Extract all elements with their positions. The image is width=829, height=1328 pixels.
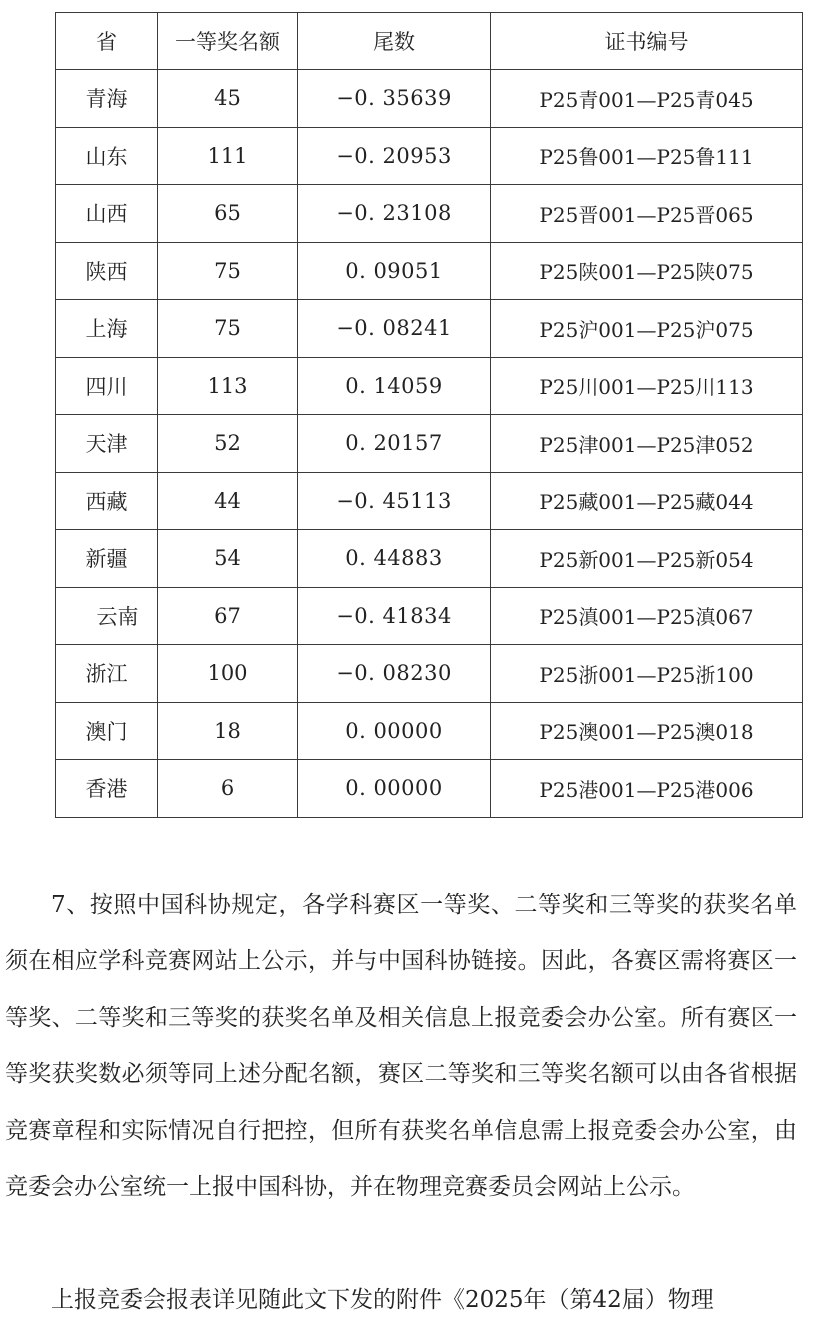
tail-cell: −0. 41834	[298, 587, 491, 645]
header-certificate-number: 证书编号	[491, 13, 803, 70]
header-tail: 尾数	[298, 13, 491, 70]
rule-7-paragraph: 7、按照中国科协规定，各学科赛区一等奖、二等奖和三等奖的获奖名单须在相应学科竞赛网站上公示，并与中国科协链接。因此，各赛区需将赛区一等奖、二等奖和三等奖的获奖名单及相关信息上报竞委会办公室。所有赛区一等奖获奖数必须等同上述分配名额，赛区二等奖和三等奖名额可以由各省根据竞赛章程和实际情况自行把控，但所有获奖名单信息需上报竞委会办公室，由竞委会办公室统一上报中国科协，并在物理竞赛委员会网站上公示。	[5, 892, 797, 1201]
tail-cell: 0. 14059	[298, 357, 491, 415]
province-cell: 天津	[56, 415, 158, 473]
certificate-cell: P25津001—P25津052	[491, 415, 803, 473]
tail-cell: −0. 35639	[298, 70, 491, 128]
quota-cell: 75	[158, 242, 298, 300]
table-row	[56, 242, 803, 300]
table-row	[56, 587, 803, 645]
certificate-cell: P25新001—P25新054	[491, 530, 803, 588]
table-row	[56, 645, 803, 703]
quota-cell: 111	[158, 127, 298, 185]
quota-cell: 100	[158, 645, 298, 703]
quota-cell: 45	[158, 70, 298, 128]
tail-cell: −0. 08230	[298, 645, 491, 703]
province-cell: 上海	[56, 300, 158, 358]
tail-cell: −0. 23108	[298, 185, 491, 243]
quota-cell: 6	[158, 760, 298, 818]
province-cell: 山东	[56, 127, 158, 185]
province-cell: 云南	[56, 587, 158, 645]
tail-cell: 0. 20157	[298, 415, 491, 473]
certificate-cell: P25沪001—P25沪075	[491, 300, 803, 358]
province-cell: 陕西	[56, 242, 158, 300]
quota-cell: 75	[158, 300, 298, 358]
province-cell: 山西	[56, 185, 158, 243]
certificate-cell: P25藏001—P25藏044	[491, 472, 803, 530]
table-row	[56, 760, 803, 818]
certificate-cell: P25滇001—P25滇067	[491, 587, 803, 645]
tail-cell: −0. 45113	[298, 472, 491, 530]
province-cell: 青海	[56, 70, 158, 128]
tail-cell: −0. 20953	[298, 127, 491, 185]
province-cell: 新疆	[56, 530, 158, 588]
table-row	[56, 530, 803, 588]
quota-cell: 67	[158, 587, 298, 645]
province-cell: 西藏	[56, 472, 158, 530]
certificate-cell: P25港001—P25港006	[491, 760, 803, 818]
header-province: 省	[56, 13, 158, 70]
province-cell: 浙江	[56, 645, 158, 703]
quota-cell: 65	[158, 185, 298, 243]
certificate-cell: P25晋001—P25晋065	[491, 185, 803, 243]
table-row	[56, 415, 803, 473]
quota-cell: 113	[158, 357, 298, 415]
tail-cell: 0. 44883	[298, 530, 491, 588]
certificate-cell: P25川001—P25川113	[491, 357, 803, 415]
table-row	[56, 185, 803, 243]
table-row	[56, 702, 803, 760]
table-row	[56, 70, 803, 128]
certificate-cell: P25陕001—P25陕075	[491, 242, 803, 300]
table-row	[56, 127, 803, 185]
certificate-cell: P25浙001—P25浙100	[491, 645, 803, 703]
certificate-cell: P25青001—P25青045	[491, 70, 803, 128]
table-row	[56, 300, 803, 358]
table-row	[56, 357, 803, 415]
tail-cell: 0. 09051	[298, 242, 491, 300]
tail-cell: 0. 00000	[298, 760, 491, 818]
quota-cell: 18	[158, 702, 298, 760]
province-cell: 澳门	[56, 702, 158, 760]
certificate-cell: P25鲁001—P25鲁111	[491, 127, 803, 185]
tail-cell: −0. 08241	[298, 300, 491, 358]
province-cell: 香港	[56, 760, 158, 818]
header-first-prize-quota: 一等奖名额	[158, 13, 298, 70]
quota-cell: 44	[158, 472, 298, 530]
table-header-row	[56, 13, 803, 70]
award-quota-table	[55, 12, 803, 818]
tail-cell: 0. 00000	[298, 702, 491, 760]
certificate-cell: P25澳001—P25澳018	[491, 702, 803, 760]
quota-cell: 52	[158, 415, 298, 473]
table-row	[56, 472, 803, 530]
province-cell: 四川	[56, 357, 158, 415]
report-forms-paragraph: 上报竞委会报表详见随此文下发的附件《2025年（第42届）物理	[51, 1287, 714, 1313]
quota-cell: 54	[158, 530, 298, 588]
